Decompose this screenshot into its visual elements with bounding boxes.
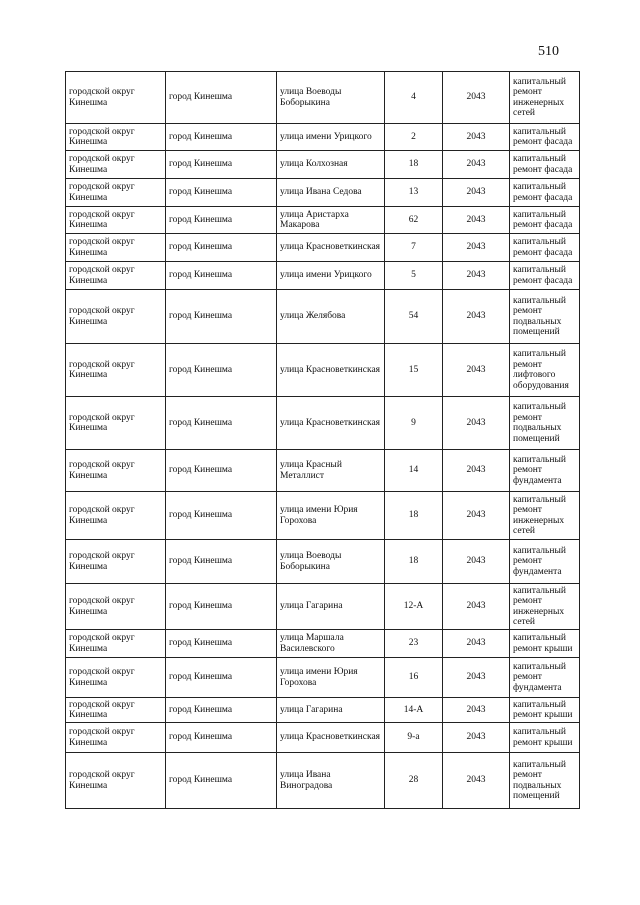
work-type-cell: капитальный ремонт фасада xyxy=(510,151,580,179)
city-cell: город Кинешма xyxy=(166,492,277,540)
city-cell: город Кинешма xyxy=(166,658,277,698)
street-cell: улица Ивана Седова xyxy=(277,179,385,207)
house-cell: 4 xyxy=(385,72,443,124)
district-cell: городской округ Кинешма xyxy=(66,397,166,450)
district-cell: городской округ Кинешма xyxy=(66,584,166,630)
work-type-cell: капитальный ремонт лифтового оборудования xyxy=(510,344,580,397)
table-row xyxy=(66,450,580,492)
year-cell: 2043 xyxy=(443,450,510,492)
city-cell: город Кинешма xyxy=(166,584,277,630)
table-row xyxy=(66,124,580,151)
district-cell: городской округ Кинешма xyxy=(66,262,166,290)
street-cell: улица Гагарина xyxy=(277,698,385,723)
district-cell: городской округ Кинешма xyxy=(66,540,166,584)
year-cell: 2043 xyxy=(443,658,510,698)
work-type-cell: капитальный ремонт фасада xyxy=(510,262,580,290)
table-row xyxy=(66,753,580,809)
city-cell: город Кинешма xyxy=(166,290,277,344)
district-cell: городской округ Кинешма xyxy=(66,179,166,207)
house-cell: 18 xyxy=(385,151,443,179)
district-cell: городской округ Кинешма xyxy=(66,658,166,698)
house-cell: 12-А xyxy=(385,584,443,630)
house-cell: 62 xyxy=(385,207,443,234)
city-cell: город Кинешма xyxy=(166,753,277,809)
page-number: 510 xyxy=(538,44,559,59)
street-cell: улица Колхозная xyxy=(277,151,385,179)
table-row xyxy=(66,492,580,540)
table-row xyxy=(66,723,580,753)
district-cell: городской округ Кинешма xyxy=(66,72,166,124)
district-cell: городской округ Кинешма xyxy=(66,450,166,492)
city-cell: город Кинешма xyxy=(166,234,277,262)
city-cell: город Кинешма xyxy=(166,450,277,492)
street-cell: улица Аристарха Макарова xyxy=(277,207,385,234)
work-type-cell: капитальный ремонт фундамента xyxy=(510,450,580,492)
table-row xyxy=(66,262,580,290)
table-row xyxy=(66,290,580,344)
house-cell: 18 xyxy=(385,492,443,540)
street-cell: улица имени Юрия Горохова xyxy=(277,492,385,540)
table-body xyxy=(66,72,580,809)
district-cell: городской округ Кинешма xyxy=(66,753,166,809)
work-type-cell: капитальный ремонт подвальных помещений xyxy=(510,290,580,344)
street-cell: улица Красноветкинская xyxy=(277,234,385,262)
table-row xyxy=(66,698,580,723)
year-cell: 2043 xyxy=(443,234,510,262)
repair-schedule-table xyxy=(65,71,580,809)
city-cell: город Кинешма xyxy=(166,124,277,151)
table-row xyxy=(66,179,580,207)
year-cell: 2043 xyxy=(443,290,510,344)
house-cell: 9-а xyxy=(385,723,443,753)
work-type-cell: капитальный ремонт крыши xyxy=(510,630,580,658)
house-cell: 15 xyxy=(385,344,443,397)
street-cell: улица Воеводы Боборыкина xyxy=(277,72,385,124)
table-row xyxy=(66,72,580,124)
work-type-cell: капитальный ремонт крыши xyxy=(510,723,580,753)
work-type-cell: капитальный ремонт подвальных помещений xyxy=(510,753,580,809)
city-cell: город Кинешма xyxy=(166,540,277,584)
street-cell: улица имени Урицкого xyxy=(277,262,385,290)
year-cell: 2043 xyxy=(443,630,510,658)
year-cell: 2043 xyxy=(443,397,510,450)
year-cell: 2043 xyxy=(443,698,510,723)
district-cell: городской округ Кинешма xyxy=(66,124,166,151)
house-cell: 5 xyxy=(385,262,443,290)
city-cell: город Кинешма xyxy=(166,630,277,658)
district-cell: городской округ Кинешма xyxy=(66,723,166,753)
house-cell: 14-А xyxy=(385,698,443,723)
city-cell: город Кинешма xyxy=(166,179,277,207)
street-cell: улица Красноветкинская xyxy=(277,397,385,450)
city-cell: город Кинешма xyxy=(166,344,277,397)
work-type-cell: капитальный ремонт инженерных сетей xyxy=(510,584,580,630)
year-cell: 2043 xyxy=(443,72,510,124)
street-cell: улица Маршала Василевского xyxy=(277,630,385,658)
house-cell: 18 xyxy=(385,540,443,584)
year-cell: 2043 xyxy=(443,723,510,753)
house-cell: 54 xyxy=(385,290,443,344)
work-type-cell: капитальный ремонт подвальных помещений xyxy=(510,397,580,450)
house-cell: 23 xyxy=(385,630,443,658)
district-cell: городской округ Кинешма xyxy=(66,698,166,723)
city-cell: город Кинешма xyxy=(166,262,277,290)
year-cell: 2043 xyxy=(443,207,510,234)
district-cell: городской округ Кинешма xyxy=(66,151,166,179)
work-type-cell: капитальный ремонт инженерных сетей xyxy=(510,72,580,124)
street-cell: улица Красный Металлист xyxy=(277,450,385,492)
year-cell: 2043 xyxy=(443,540,510,584)
year-cell: 2043 xyxy=(443,124,510,151)
district-cell: городской округ Кинешма xyxy=(66,290,166,344)
year-cell: 2043 xyxy=(443,492,510,540)
district-cell: городской округ Кинешма xyxy=(66,207,166,234)
work-type-cell: капитальный ремонт фундамента xyxy=(510,540,580,584)
table-row xyxy=(66,344,580,397)
district-cell: городской округ Кинешма xyxy=(66,630,166,658)
house-cell: 14 xyxy=(385,450,443,492)
table-row xyxy=(66,540,580,584)
work-type-cell: капитальный ремонт фасада xyxy=(510,179,580,207)
year-cell: 2043 xyxy=(443,179,510,207)
house-cell: 16 xyxy=(385,658,443,698)
year-cell: 2043 xyxy=(443,151,510,179)
district-cell: городской округ Кинешма xyxy=(66,234,166,262)
table-row xyxy=(66,207,580,234)
house-cell: 7 xyxy=(385,234,443,262)
city-cell: город Кинешма xyxy=(166,72,277,124)
work-type-cell: капитальный ремонт фасада xyxy=(510,124,580,151)
year-cell: 2043 xyxy=(443,753,510,809)
city-cell: город Кинешма xyxy=(166,151,277,179)
year-cell: 2043 xyxy=(443,344,510,397)
district-cell: городской округ Кинешма xyxy=(66,344,166,397)
table-row xyxy=(66,584,580,630)
street-cell: улица Воеводы Боборыкина xyxy=(277,540,385,584)
house-cell: 9 xyxy=(385,397,443,450)
city-cell: город Кинешма xyxy=(166,397,277,450)
street-cell: улица Гагарина xyxy=(277,584,385,630)
table-row xyxy=(66,658,580,698)
table-row xyxy=(66,151,580,179)
street-cell: улица Ивана Виноградова xyxy=(277,753,385,809)
street-cell: улица имени Юрия Горохова xyxy=(277,658,385,698)
street-cell: улица Красноветкинская xyxy=(277,344,385,397)
work-type-cell: капитальный ремонт крыши xyxy=(510,698,580,723)
city-cell: город Кинешма xyxy=(166,723,277,753)
year-cell: 2043 xyxy=(443,584,510,630)
table-row xyxy=(66,630,580,658)
work-type-cell: капитальный ремонт фасада xyxy=(510,234,580,262)
house-cell: 28 xyxy=(385,753,443,809)
table-row xyxy=(66,234,580,262)
table-row xyxy=(66,397,580,450)
work-type-cell: капитальный ремонт инженерных сетей xyxy=(510,492,580,540)
city-cell: город Кинешма xyxy=(166,207,277,234)
street-cell: улица Желябова xyxy=(277,290,385,344)
district-cell: городской округ Кинешма xyxy=(66,492,166,540)
work-type-cell: капитальный ремонт фасада xyxy=(510,207,580,234)
year-cell: 2043 xyxy=(443,262,510,290)
house-cell: 13 xyxy=(385,179,443,207)
street-cell: улица имени Урицкого xyxy=(277,124,385,151)
city-cell: город Кинешма xyxy=(166,698,277,723)
street-cell: улица Красноветкинская xyxy=(277,723,385,753)
work-type-cell: капитальный ремонт фундамента xyxy=(510,658,580,698)
house-cell: 2 xyxy=(385,124,443,151)
